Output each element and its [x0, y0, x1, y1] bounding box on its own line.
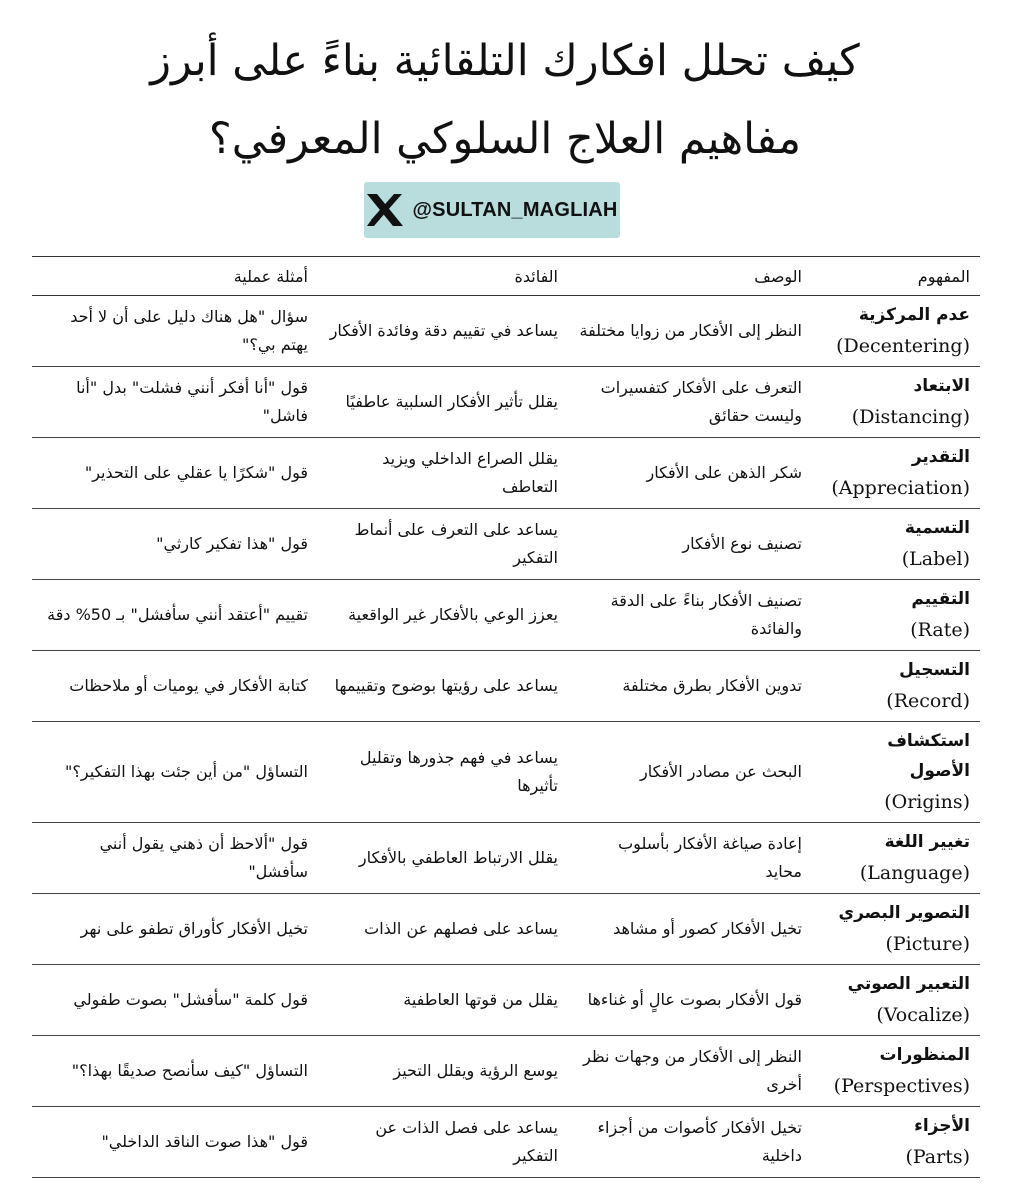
author-handle-badge [364, 182, 620, 238]
table-row [32, 823, 980, 894]
description-cell: إعادة صياغة الأفكار بأسلوب محايد [568, 823, 812, 894]
table-row [32, 1036, 980, 1107]
author-handle: @SULTAN_MAGLIAH [412, 198, 618, 221]
description-cell: تصنيف نوع الأفكار [568, 509, 812, 580]
concept-cell [812, 722, 980, 823]
example-cell: كتابة الأفكار في يوميات أو ملاحظات [32, 651, 318, 722]
concept-english: (Appreciation) [831, 477, 970, 499]
table-header [32, 257, 980, 296]
concept-english: (Record) [886, 690, 970, 712]
concept-arabic: التصوير البصري [838, 903, 970, 923]
concept-cell [812, 1036, 980, 1107]
benefit-cell: يقلل تأثير الأفكار السلبية عاطفيًا [318, 367, 568, 438]
concept-english: (Distancing) [851, 406, 970, 428]
benefit-cell: يساعد على رؤيتها بوضوح وتقييمها [318, 651, 568, 722]
table-row [32, 580, 980, 651]
table-row [32, 651, 980, 722]
table-row [32, 1107, 980, 1178]
table-row [32, 367, 980, 438]
example-cell: قول "أنا أفكر أنني فشلت" بدل "أنا فاشل" [32, 367, 318, 438]
concept-arabic: التقييم [911, 589, 970, 609]
benefit-cell: يقلل الصراع الداخلي ويزيد التعاطف [318, 438, 568, 509]
example-cell: قول "شكرًا يا عقلي على التحذير" [32, 438, 318, 509]
example-cell: قول "هذا تفكير كارثي" [32, 509, 318, 580]
concept-arabic: التسمية [904, 518, 970, 538]
concept-cell [812, 965, 980, 1036]
concept-cell [812, 823, 980, 894]
description-cell: النظر إلى الأفكار من وجهات نظر أخرى [568, 1036, 812, 1107]
header-benefit: الفائدة [318, 257, 568, 296]
concept-arabic: التسجيل [899, 660, 970, 680]
concept-english: (Perspectives) [833, 1075, 970, 1097]
example-cell: التساؤل "كيف سأنصح صديقًا بهذا؟" [32, 1036, 318, 1107]
benefit-cell: يساعد في تقييم دقة وفائدة الأفكار [318, 296, 568, 367]
description-cell: تخيل الأفكار كصور أو مشاهد [568, 894, 812, 965]
cbt-concepts-table [32, 256, 980, 1178]
concept-arabic: استكشاف الأصول [887, 731, 970, 781]
header-concept: المفهوم [812, 257, 980, 296]
concept-arabic: عدم المركزية [858, 305, 970, 325]
benefit-cell: يقلل من قوتها العاطفية [318, 965, 568, 1036]
benefit-cell: يوسع الرؤية ويقلل التحيز [318, 1036, 568, 1107]
concept-cell [812, 438, 980, 509]
concept-cell [812, 509, 980, 580]
description-cell: قول الأفكار بصوت عالٍ أو غناءها [568, 965, 812, 1036]
example-cell: قول "ألاحظ أن ذهني يقول أنني سأفشل" [32, 823, 318, 894]
concept-cell [812, 651, 980, 722]
concept-cell [812, 296, 980, 367]
title-line-1: كيف تحلل افكارك التلقائية بناءً على أبرز [150, 36, 860, 86]
header-description: الوصف [568, 257, 812, 296]
table-row [32, 722, 980, 823]
table-row [32, 965, 980, 1036]
concept-cell [812, 894, 980, 965]
description-cell: تصنيف الأفكار بناءً على الدقة والفائدة [568, 580, 812, 651]
concept-english: (Rate) [910, 619, 970, 641]
description-cell: التعرف على الأفكار كتفسيرات وليست حقائق [568, 367, 812, 438]
benefit-cell: يساعد في فهم جذورها وتقليل تأثيرها [318, 722, 568, 823]
benefit-cell: يعزز الوعي بالأفكار غير الواقعية [318, 580, 568, 651]
concept-arabic: الأجزاء [914, 1116, 970, 1136]
concept-arabic: الابتعاد [913, 376, 970, 396]
description-cell: البحث عن مصادر الأفكار [568, 722, 812, 823]
table-row [32, 509, 980, 580]
concept-english: (Origins) [884, 791, 970, 813]
example-cell: التساؤل "من أين جئت بهذا التفكير؟" [32, 722, 318, 823]
benefit-cell: يساعد على التعرف على أنماط التفكير [318, 509, 568, 580]
concept-english: (Vocalize) [876, 1004, 970, 1026]
concept-english: (Picture) [885, 933, 970, 955]
table-row [32, 894, 980, 965]
page-title [40, 22, 970, 178]
concept-arabic: المنظورات [879, 1045, 970, 1065]
table-header-row [32, 257, 980, 296]
concept-english: (Label) [901, 548, 970, 570]
example-cell: تقييم "أعتقد أنني سأفشل" بـ 50% دقة [32, 580, 318, 651]
concept-arabic: التقدير [911, 447, 970, 467]
benefit-cell: يقلل الارتباط العاطفي بالأفكار [318, 823, 568, 894]
concept-arabic: التعبير الصوتي [847, 974, 970, 994]
concept-english: (Decentering) [836, 335, 970, 357]
header-examples: أمثلة عملية [32, 257, 318, 296]
title-line-2: مفاهيم العلاج السلوكي المعرفي؟ [208, 114, 802, 164]
concept-cell [812, 580, 980, 651]
benefit-cell: يساعد على فصلهم عن الذات [318, 894, 568, 965]
table-row [32, 296, 980, 367]
concept-arabic: تغيير اللغة [884, 832, 970, 852]
description-cell: تدوين الأفكار بطرق مختلفة [568, 651, 812, 722]
example-cell: تخيل الأفكار كأوراق تطفو على نهر [32, 894, 318, 965]
description-cell: تخيل الأفكار كأصوات من أجزاء داخلية [568, 1107, 812, 1178]
concept-english: (Language) [859, 862, 970, 884]
x-logo-icon [366, 193, 404, 227]
benefit-cell: يساعد على فصل الذات عن التفكير [318, 1107, 568, 1178]
description-cell: النظر إلى الأفكار من زوايا مختلفة [568, 296, 812, 367]
example-cell: قول كلمة "سأفشل" بصوت طفولي [32, 965, 318, 1036]
table-body [32, 296, 980, 1178]
concept-english: (Parts) [905, 1146, 970, 1168]
concept-cell [812, 367, 980, 438]
example-cell: سؤال "هل هناك دليل على أن لا أحد يهتم بي؟" [32, 296, 318, 367]
table-row [32, 438, 980, 509]
concept-cell [812, 1107, 980, 1178]
example-cell: قول "هذا صوت الناقد الداخلي" [32, 1107, 318, 1178]
description-cell: شكر الذهن على الأفكار [568, 438, 812, 509]
